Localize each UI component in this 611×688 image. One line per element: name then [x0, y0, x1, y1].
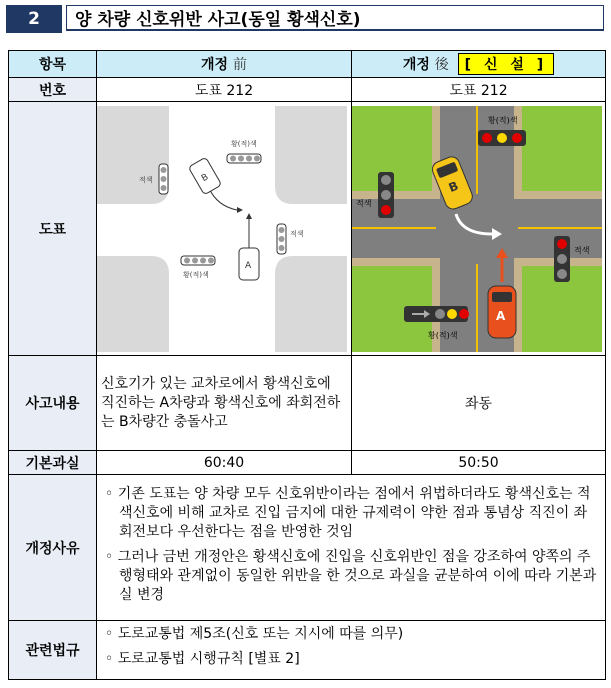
table-header-row	[9, 51, 606, 78]
diagram-before	[97, 106, 347, 352]
accident-before: 신호기가 있는 교차로에서 황색신호에 직진하는 A차량과 황색신호에 좌회전하는 B차량간 충돌사고	[97, 356, 352, 451]
after-car-a-label: A	[496, 308, 506, 323]
row-diagram	[9, 102, 606, 356]
reason-content	[97, 475, 606, 621]
law-item-2: ◦ 도로교통법 시행규칙 [별표 2]	[105, 651, 300, 667]
after-suffix: 後	[434, 57, 449, 73]
before-label: 개정	[201, 57, 229, 73]
signal-top-label: 황(적)색	[231, 139, 257, 148]
row-accident	[9, 356, 606, 451]
col-header-item: 항목	[9, 51, 97, 78]
reason-item-1: ◦ 기존 도표는 양 차량 모두 신호위반이라는 점에서 위법하더라도 황색신호는 적색신호에 비해 교차로 진입 금지에 대한 규제력이 약한 점과 통념상 직진이 좌회전보다 우선한다는 점을 반영한 것임	[105, 485, 591, 540]
row-label-fault: 기본과실	[9, 451, 97, 475]
fault-before: 60:40	[97, 451, 352, 475]
row-law	[9, 621, 606, 680]
after-signal-bottom-label: 황(적)색	[428, 330, 458, 340]
row-reason	[9, 475, 606, 621]
signal-bottom-label: 황(적)색	[183, 270, 209, 279]
number-after: 도표 212	[352, 78, 606, 102]
signal-left-label: 적색	[139, 175, 153, 184]
number-before: 도표 212	[97, 78, 352, 102]
accident-after: 좌동	[352, 356, 606, 451]
after-label: 개정	[402, 57, 430, 73]
law-item-1: ◦ 도로교통법 제5조(신호 또는 지시에 따를 의무)	[105, 626, 404, 642]
car-a-label: A	[245, 260, 252, 271]
after-signal-left-label: 적색	[356, 198, 372, 208]
row-number	[9, 78, 606, 102]
row-label-number: 번호	[9, 78, 97, 102]
before-suffix: 前	[232, 57, 247, 73]
new-tag: [ 신 설 ]	[458, 53, 554, 75]
car-a	[239, 248, 259, 280]
after-car-b-label: B	[446, 178, 461, 195]
comparison-table	[8, 50, 606, 680]
after-signal-top-label: 황(적)색	[488, 115, 518, 125]
diagram-after	[352, 106, 602, 352]
row-label-reason: 개정사유	[9, 475, 97, 621]
after-car-a	[488, 286, 516, 338]
col-header-after	[352, 51, 606, 78]
diagram-before-cell	[97, 102, 352, 356]
law-content	[97, 621, 606, 680]
fault-after: 50:50	[352, 451, 606, 475]
reason-item-2: ◦ 그러나 금번 개정안은 황색신호에 진입을 신호위반인 점을 강조하여 양쪽의 주행형태와 관계없이 동일한 위반을 한 것으로 과실을 균분하여 이에 따라 기본과실 변경	[105, 548, 597, 603]
section-title: 양 차량 신호위반 사고(동일 황색신호)	[66, 5, 604, 31]
section-number: 2	[6, 5, 62, 33]
row-fault	[9, 451, 606, 475]
row-label-diagram: 도표	[9, 102, 97, 356]
after-signal-right-label: 적색	[574, 245, 590, 255]
row-label-accident: 사고내용	[9, 356, 97, 451]
car-b-label: B	[200, 171, 211, 184]
diagram-after-cell	[352, 102, 606, 356]
signal-right-label: 적색	[290, 229, 304, 238]
col-header-before	[97, 51, 352, 78]
row-label-law: 관련법규	[9, 621, 97, 680]
section-header	[6, 5, 606, 33]
